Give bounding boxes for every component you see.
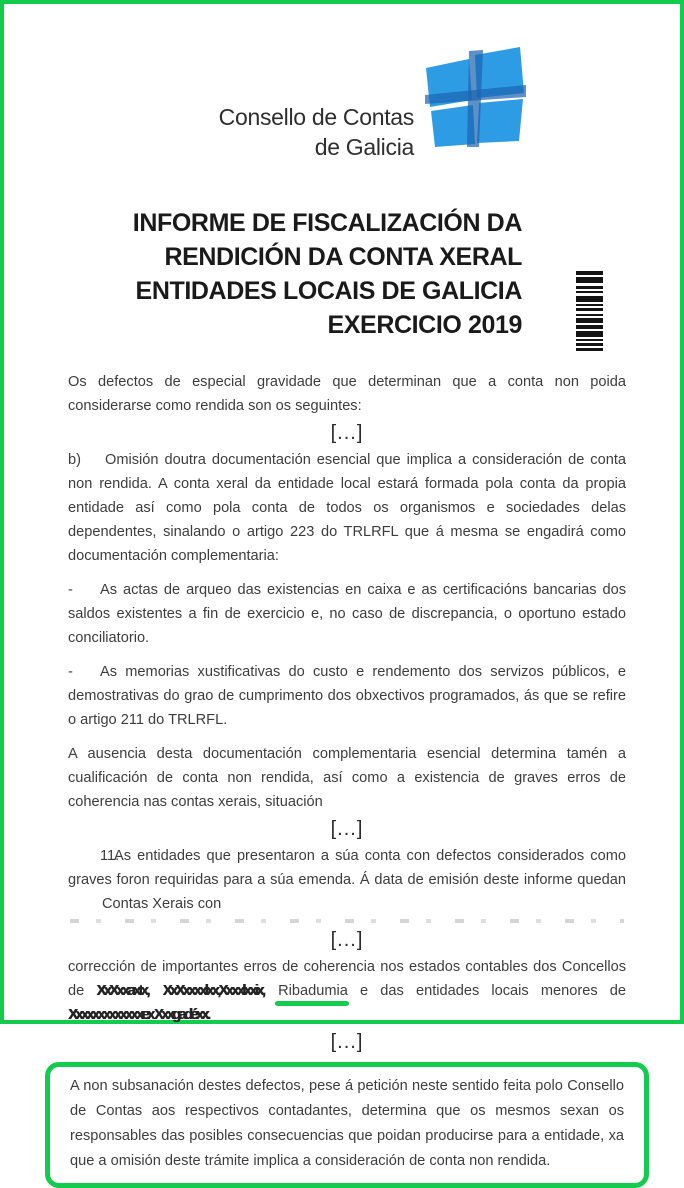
bullet-dash-1: -: [68, 582, 73, 598]
item-11-text-2: Contas Xerais con: [102, 896, 222, 912]
report-title-line4: EXERCICIO 2019: [327, 311, 522, 339]
bullet-item-2: [68, 660, 626, 732]
report-title: [104, 206, 522, 342]
item-11-number: 11.: [100, 848, 120, 864]
header-brand: [219, 36, 530, 162]
report-title-line2: RENDICIÓN DA CONTA XERAL: [164, 243, 522, 271]
logo-wordmark-line2: de Galicia: [314, 134, 414, 160]
redacted-name-3: Xxxxxxxxxxxxxex Xxxgadéxx.: [68, 1007, 209, 1023]
ellipsis-marker-1: [...]: [330, 422, 364, 444]
paragraph-item-11: [68, 844, 626, 916]
correccion-text-1: corrección de importantes erros de coherencia nos estados contables dos Concellos de: [68, 959, 626, 999]
paragraph-ausencia: A ausencia desta documentación complementaria esencial determina tamén a cualificación de conta non rendida, así como a existencia de graves erros de coherencia nas contas xerais, situación: [68, 746, 626, 810]
redacted-name-2: XxXxxxxlxx,Xxxxlxxix,: [162, 983, 263, 999]
paragraph-b: [68, 448, 626, 568]
report-title-line1: INFORME DE FISCALIZACIÓN DA: [132, 209, 522, 237]
logo-wordmark: [219, 102, 414, 162]
bullet-text-2: As memorias xustificativas do custo e rendemento dos servizos públicos, e demostrativas do grao de cumprimento dos obxectivos programados, ás que se refire o artigo 211 do TRLRFL.: [68, 664, 626, 728]
bullet-dash-2: -: [68, 664, 73, 680]
paragraph-intro: Os defectos de especial gravidade que determinan que a conta non poida considerarse como rendida son os seguintes:: [68, 374, 626, 414]
paragraph-correccion: [68, 955, 626, 1027]
logo-wordmark-line1: Consello de Contas: [218, 104, 414, 130]
cropped-text-line: [70, 919, 624, 923]
document-body: [68, 370, 626, 1188]
barcode: [576, 271, 603, 351]
item-11-text-1: As entidades que presentaron a súa conta con defectos considerados como graves foron requiridas para a súa emenda. Á data de emisión deste informe quedan: [68, 848, 626, 888]
highlighted-word-ribadumia: Ribadumia: [278, 983, 348, 999]
paragraph-b-label: b): [68, 452, 81, 468]
boxed-paragraph: A non subsanación destes defectos, pese á petición neste sentido feita polo Consello de Contas aos respectivos contadantes, determina que os mesmos sexan os responsables das posibles consecuencias que poidan producirse para a entidade, xa que a omisión deste trámite implica a consideración de conta non rendida.: [70, 1078, 624, 1169]
redacted-name-1: XxXxxaxtx,: [96, 983, 148, 999]
bullet-item-1: [68, 578, 626, 650]
paragraph-b-text: Omisión doutra documentación esencial que implica a consideración de conta non rendida. A conta xeral da entidade local estará formada pola conta da propia entidade así como pola conta de todos os organismos e sociedades delas dependentes, sinalando o artigo 223 do TRLRFL que á mesma se engadirá como documentación complementaria:: [68, 452, 626, 564]
correccion-text-2: e das entidades locais menores de: [347, 983, 626, 999]
ellipsis-marker-3: [...]: [330, 929, 364, 951]
green-annotation-box: [45, 1062, 649, 1188]
report-title-line3: ENTIDADES LOCAIS DE GALICIA: [135, 277, 522, 305]
bullet-text-1: As actas de arqueo das existencias en caixa e as certificacións bancarias dos saldos existentes a fin de exercicio e, no caso de discrepancia, o oportuno estado conciliatorio.: [68, 582, 626, 646]
consello-de-contas-logo-icon: [418, 36, 530, 148]
ellipsis-marker-2: [...]: [330, 818, 364, 840]
ellipsis-marker-4: [...]: [330, 1031, 364, 1053]
